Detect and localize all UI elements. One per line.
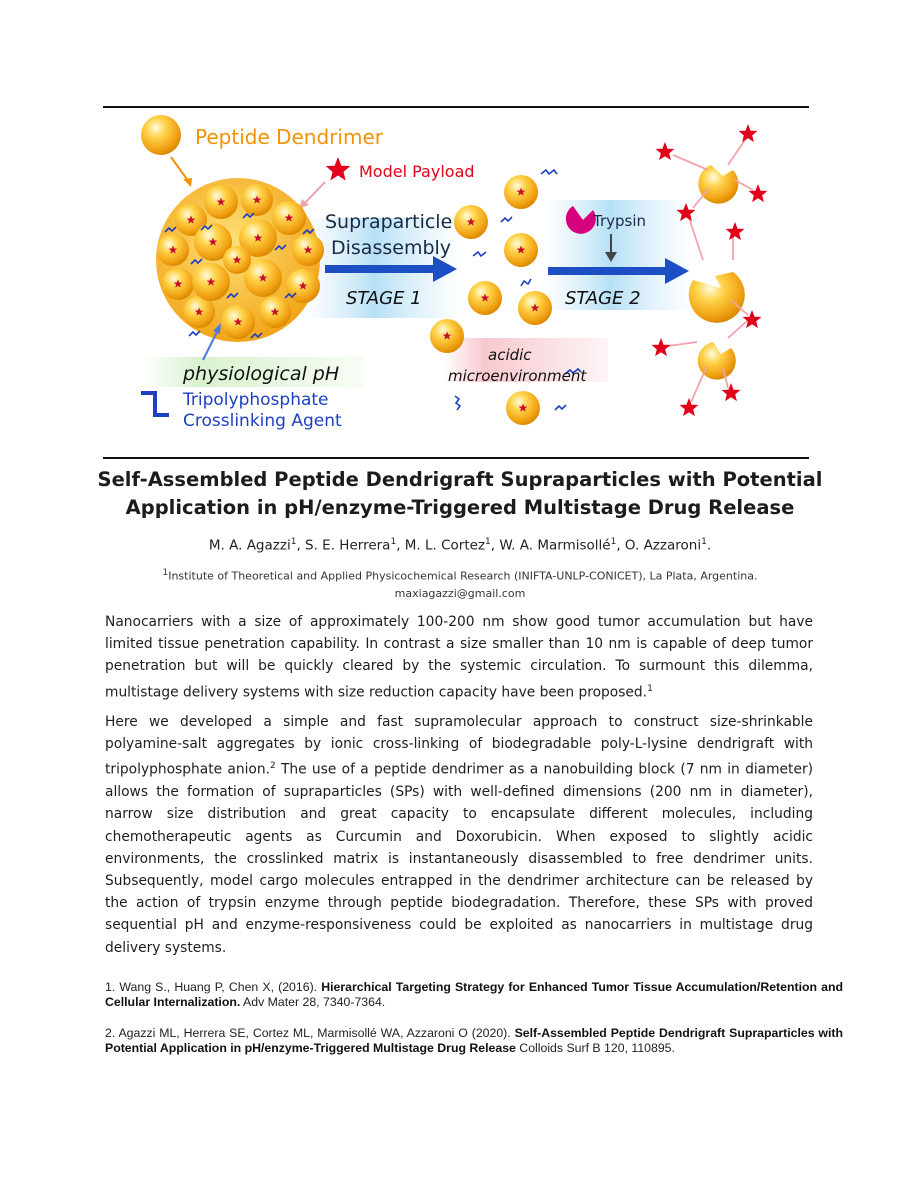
citation-2: 2	[269, 761, 276, 772]
label-acidic: acidic	[488, 346, 532, 364]
author-5: O. Azzaroni	[624, 537, 702, 554]
top-rule	[103, 106, 809, 108]
author-1: M. A. Agazzi	[208, 537, 291, 554]
graphical-abstract	[103, 110, 809, 455]
affiliation-mark: 1	[162, 568, 169, 578]
author-affil-mark: 1	[485, 537, 491, 547]
paragraph-1	[105, 611, 813, 703]
affiliation	[80, 568, 840, 583]
label-microenvironment: microenvironment	[448, 367, 587, 385]
reference-2-lead: 2. Agazzi ML, Herrera SE, Cortez ML, Marmisollé WA, Azzaroni O (2020).	[105, 1026, 515, 1040]
label-trypsin: Trypsin	[593, 212, 647, 230]
label-stage1: STAGE 1	[346, 288, 422, 309]
reference-1-tail: Adv Mater 28, 7340-7364.	[240, 995, 386, 1009]
label-model-payload: Model Payload	[359, 162, 475, 181]
reference-1-title: Hierarchical Targeting Strategy for Enhanced Tumor Tissue Accumulation/Retention and Cellular Internalization.	[105, 980, 843, 1009]
reference-2-tail: Colloids Surf B 120, 110895.	[515, 1041, 675, 1055]
legend-payload-star-icon	[326, 157, 351, 181]
reference-2-title: Self-Assembled Peptide Dendrigraft Supraparticles with Potential Application in pH/enzyme-Triggered Multistage Drug Release	[105, 1026, 844, 1055]
reference-1	[105, 980, 843, 1010]
supraparticle-cluster	[156, 178, 324, 342]
bottom-rule	[103, 457, 809, 459]
author-affil-mark: 1	[390, 537, 397, 547]
author-2: S. E. Herrera	[305, 537, 391, 554]
author-4: W. A. Marmisollé	[499, 537, 611, 554]
label-crosslinking-agent: Crosslinking Agent	[183, 411, 342, 431]
legend-dendrimer-icon	[141, 115, 181, 155]
label-peptide-dendrimer: Peptide Dendrimer	[195, 125, 383, 149]
label-disassembly: Disassembly	[331, 237, 452, 259]
contact-email: maxiagazzi@gmail.com	[394, 587, 526, 600]
author-affil-mark: 1	[701, 537, 707, 547]
tripolyphosphate-icon	[141, 393, 169, 415]
author-affil-mark: 1	[610, 537, 617, 547]
label-stage2: STAGE 2	[565, 288, 641, 309]
title-line-2: Application in pH/enzyme-Triggered Multistage Drug Release	[125, 496, 795, 519]
label-supraparticle: Supraparticle	[325, 211, 453, 233]
author-list: M. A. Agazzi$^1$, S. E. Herrera$^1$, M. L. Cortez$^1$, W. A. Marmisollé$^1$, O. Azzaroni$^1$.	[208, 537, 712, 554]
affiliation-text: Institute of Theoretical and Applied Physicochemical Research (INIFTA-UNLP-CONICET), La Plata, Argentina.	[168, 569, 758, 583]
reference-2	[105, 1026, 843, 1056]
author-3: M. L. Cortez	[404, 537, 486, 554]
paragraph-1-text: Nanocarriers with a size of approximately 100-200 nm show good tumor accumulation but have limited tissue penetration capability. In contrast a size smaller than 10 nm is capable of deep tumor penetration but will be quickly cleared by the systemic circulation. To surmount this dilemma, multistage delivery systems with size reduction capacity have been proposed.	[105, 614, 813, 701]
label-tripolyphosphate: Tripolyphosphate	[183, 390, 329, 410]
paragraph-2-text-b: The use of a peptide dendrimer as a nanobuilding block (7 nm in diameter) allows the formation of supraparticles (SPs) with well-defined dimensions (200 nm in diameter), narrow size distribution and great capacity to encapsulate different molecules, including chemotherapeutic agents as Curcumin and Doxorubicin. When exposed to slightly acidic environments, the crosslinked matrix is instantaneously disassembled to free dendrimer units. Subsequently, model cargo molecules entrapped in the dendrimer architecture can be released by the action of trypsin enzyme through peptide biodegradation. Therefore, these SPs with proved sequential pH and enzyme-responsiveness could be exploited as nanocarriers in multistage drug delivery systems.	[105, 762, 813, 956]
paragraph-2-text-a: Here we developed a simple and fast supramolecular approach to construct size-shrinkable polyamine-salt aggregates by ionic cross-linking of biodegradable poly-L-lysine dendrigraft with tripolyphosphate anion.	[105, 714, 813, 778]
citation-1: 1	[647, 683, 653, 694]
reference-1-lead: 1. Wang S., Huang P, Chen X, (2016).	[105, 980, 322, 994]
title-line-1: Self-Assembled Peptide Dendrigraft Supraparticles with Potential	[97, 468, 823, 491]
paragraph-2	[105, 711, 813, 959]
paper-title	[80, 466, 840, 522]
author-affil-mark: 1	[290, 537, 297, 547]
label-physiological-ph: physiological pH	[183, 363, 340, 385]
